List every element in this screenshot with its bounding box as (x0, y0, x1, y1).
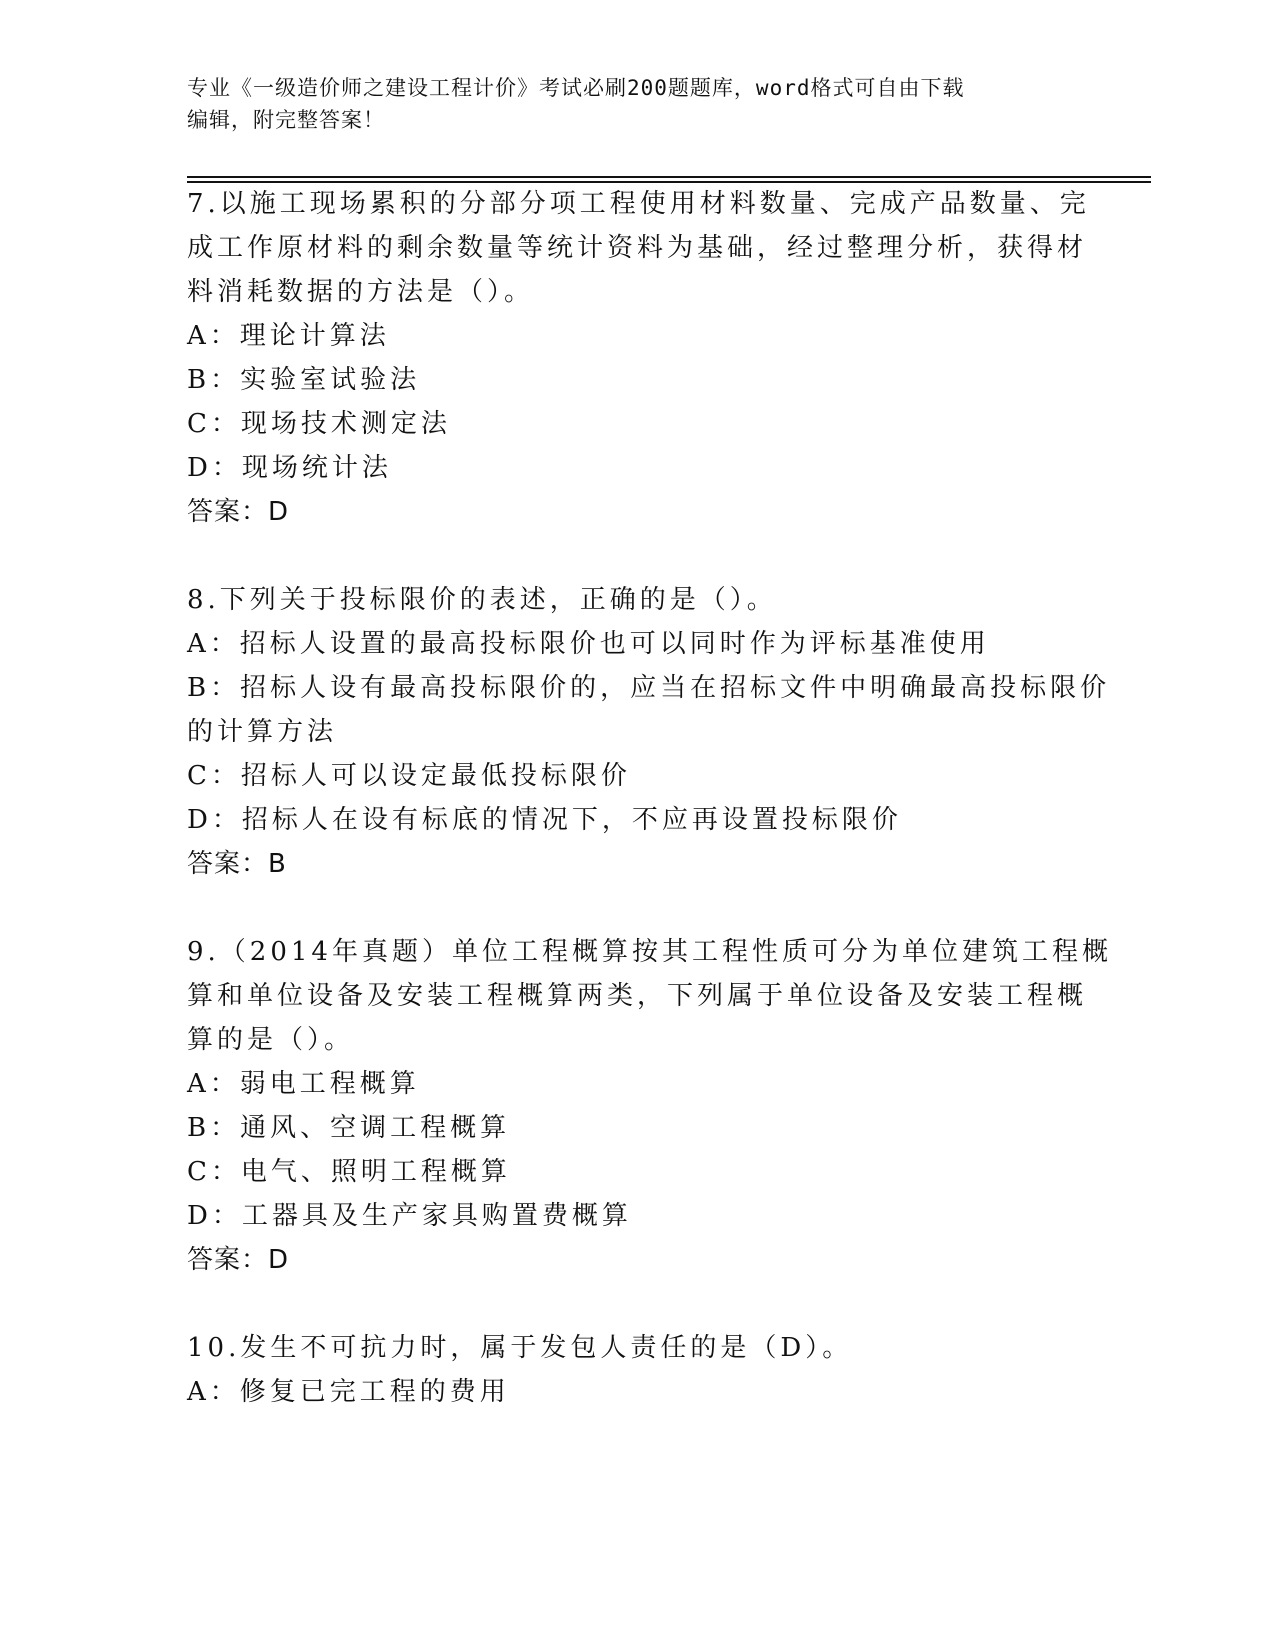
q8-option-d: D：招标人在设有标底的情况下，不应再设置投标限价 (187, 805, 902, 835)
q7-option-a: A：理论计算法 (187, 321, 390, 351)
q8-option-c: C：招标人可以设定最低投标限价 (187, 761, 631, 791)
q7-option-c: C：现场技术测定法 (187, 409, 451, 439)
header-divider-top (187, 176, 1151, 178)
q9-option-d: D：工器具及生产家具购置费概算 (187, 1201, 632, 1231)
q7-stem-line-2: 成工作原材料的剩余数量等统计资料为基础，经过整理分析，获得材 (187, 233, 1088, 263)
q9-stem-line-3: 算的是（）。 (187, 1025, 355, 1055)
q8-option-a: A：招标人设置的最高投标限价也可以同时作为评标基准使用 (187, 629, 990, 659)
q9-stem-line-2: 算和单位设备及安装工程概算两类，下列属于单位设备及安装工程概 (187, 981, 1088, 1011)
q8-answer: 答案：B (187, 849, 287, 879)
q8-stem-line-1: 8.下列关于投标限价的表述，正确的是（）。 (187, 585, 777, 615)
q9-option-c: C：电气、照明工程概算 (187, 1157, 511, 1187)
q7-stem-line-1: 7.以施工现场累积的分部分项工程使用材料数量、完成产品数量、完 (187, 189, 1090, 219)
q9-stem-line-1: 9.（2014年真题）单位工程概算按其工程性质可分为单位建筑工程概 (187, 937, 1112, 967)
q10-option-a: A：修复已完工程的费用 (187, 1377, 510, 1407)
q9-option-a: A：弱电工程概算 (187, 1069, 420, 1099)
header-divider-bottom (187, 181, 1151, 183)
header-line-2: 编辑，附完整答案！ (187, 108, 385, 132)
q8-option-b-line-1: B：招标人设有最高投标限价的，应当在招标文件中明确最高投标限价 (187, 673, 1111, 703)
q7-answer: 答案：D (187, 497, 290, 527)
q7-stem-line-3: 料消耗数据的方法是（）。 (187, 277, 535, 307)
q7-option-b: B：实验室试验法 (187, 365, 421, 395)
q10-stem-line-1: 10.发生不可抗力时，属于发包人责任的是（D）。 (187, 1333, 853, 1363)
q9-option-b: B：通风、空调工程概算 (187, 1113, 511, 1143)
q7-option-d: D：现场统计法 (187, 453, 392, 483)
header-line-1: 专业《一级造价师之建设工程计价》考试必刷200题题库，word格式可自由下载 (187, 76, 965, 100)
q8-option-b-line-2: 的计算方法 (187, 717, 338, 747)
document-header (187, 72, 1067, 136)
q9-answer: 答案：D (187, 1245, 290, 1275)
